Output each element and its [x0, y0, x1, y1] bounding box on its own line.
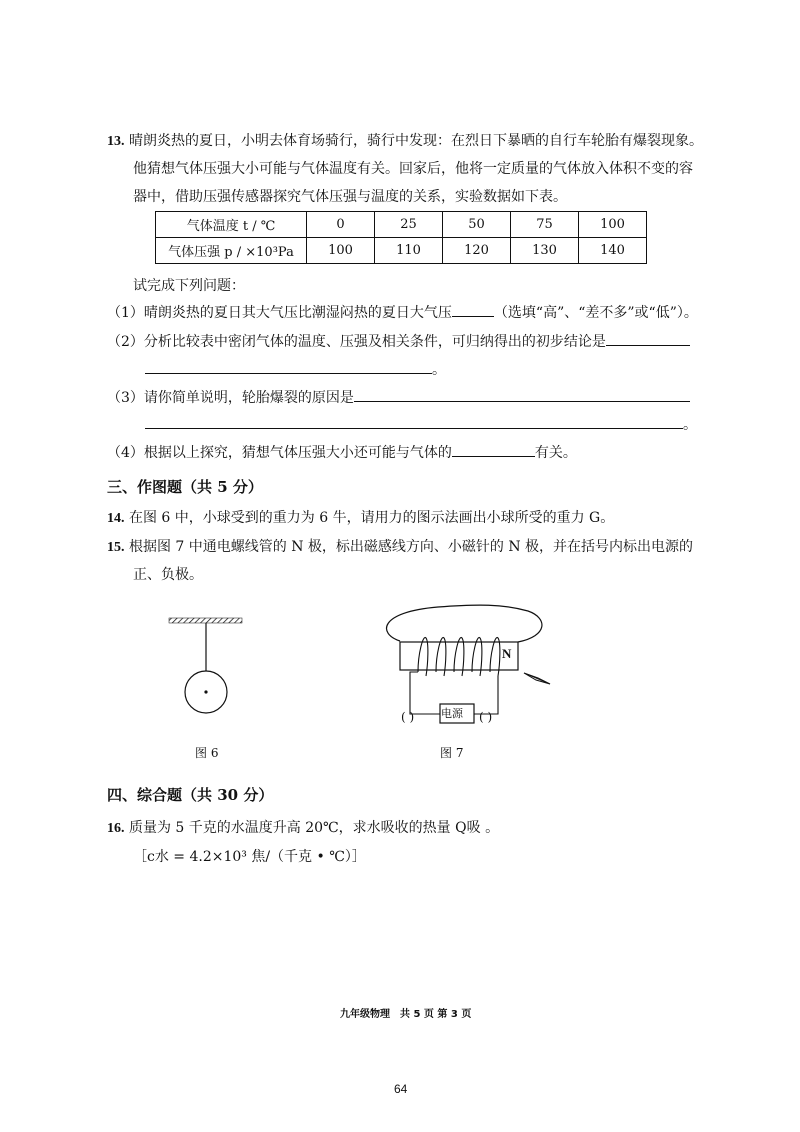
- table-cell: 120: [443, 238, 511, 264]
- section-title: 四、综合题（共 30 分）: [107, 786, 274, 804]
- question-text: 质量为 5 千克的水温度升高 20℃，求水吸收的热量 Q吸 。: [128, 820, 500, 836]
- punctuation: 。: [683, 417, 697, 433]
- sub-question-2-cont: [145, 359, 446, 379]
- figure-caption: 图 7: [440, 746, 464, 760]
- table-cell: 110: [375, 238, 443, 264]
- answer-blank[interactable]: [606, 331, 690, 346]
- table-header-cell: 气体温度 t / ℃: [156, 212, 307, 238]
- sub-question-text: （4）根据以上探究，猜想气体压强大小还可能与气体的: [107, 445, 452, 461]
- n-pole-label: N: [502, 646, 512, 661]
- answer-blank[interactable]: [452, 442, 535, 457]
- table-cell: 100: [579, 212, 647, 238]
- answer-bracket-left[interactable]: ( ): [401, 710, 415, 724]
- answer-blank[interactable]: [145, 359, 432, 374]
- page-footer: 九年级物理 共 5 页 第 3 页: [340, 1009, 472, 1020]
- sub-question-3-cont: [145, 414, 697, 434]
- table-cell: 75: [511, 212, 579, 238]
- ball-center-dot: [204, 690, 207, 693]
- circuit-wire: [410, 672, 440, 714]
- question-16: [107, 817, 499, 837]
- circuit-wire: [474, 676, 498, 714]
- section-title: 三、作图题（共 5 分）: [107, 478, 263, 496]
- page-number: 64: [394, 1082, 408, 1096]
- table-header-cell: 气体压强 p / ×10³Pa: [156, 238, 307, 264]
- sub-question-4: [107, 442, 577, 462]
- punctuation: 。: [432, 362, 446, 378]
- question-14: [107, 507, 614, 527]
- question-13: [107, 130, 703, 150]
- sub-question-1: [107, 302, 698, 322]
- figure-6-diagram: [160, 612, 260, 732]
- question-number: 13.: [107, 134, 125, 149]
- table-cell: 100: [307, 238, 375, 264]
- table-row: [156, 238, 647, 264]
- question-text: 在图 6 中，小球受到的重力为 6 牛，请用力的图示法画出小球所受的重力 G。: [128, 510, 615, 526]
- sub-question-2: [107, 331, 690, 351]
- instruction-text: 试完成下列问题：: [133, 278, 245, 294]
- sub-question-text: （1）晴朗炎热的夏日其大气压比潮湿闷热的夏日大气压: [107, 305, 452, 321]
- question-text: 晴朗炎热的夏日，小明去体育场骑行，骑行中发现：在烈日下暴晒的自行车轮胎有爆裂现象。: [128, 133, 703, 149]
- question-text: 器中，借助压强传感器探究气体压强与温度的关系，实验数据如下表。: [133, 189, 567, 205]
- table-cell: 50: [443, 212, 511, 238]
- answer-blank[interactable]: [145, 414, 683, 429]
- question-text: 正、负极。: [133, 567, 203, 583]
- figure-caption: 图 6: [195, 746, 219, 760]
- sub-question-text: （选填“高”、“差不多”或“低”）。: [493, 305, 698, 321]
- question-text: 他猜想气体压强大小可能与气体温度有关。回家后，他将一定质量的气体放入体积不变的容: [133, 161, 693, 177]
- question-number: 16.: [107, 821, 125, 836]
- sub-question-text: （2）分析比较表中密闭气体的温度、压强及相关条件，可归纳得出的初步结论是: [107, 334, 606, 350]
- question-number: 14.: [107, 511, 125, 526]
- sub-question-text: （3）请你简单说明，轮胎爆裂的原因是: [107, 390, 354, 406]
- ceiling-support: [169, 618, 242, 623]
- table-row: [156, 212, 647, 238]
- sub-question-3: [107, 387, 690, 407]
- power-source-label: 电源: [441, 707, 463, 720]
- table-cell: 25: [375, 212, 443, 238]
- data-table: [155, 211, 647, 264]
- question-number: 15.: [107, 540, 125, 555]
- answer-bracket-right[interactable]: ( ): [479, 710, 493, 724]
- table-cell: 0: [307, 212, 375, 238]
- compass-needle-axis: [524, 673, 550, 684]
- question-15: [107, 536, 693, 556]
- answer-blank[interactable]: [452, 302, 494, 317]
- formula-note: ［c水 = 4.2×10³ 焦/（千克 • ℃）］: [133, 849, 366, 865]
- table-cell: 130: [511, 238, 579, 264]
- sub-question-text: 有关。: [534, 445, 577, 461]
- table-cell: 140: [579, 238, 647, 264]
- field-line: [387, 605, 542, 642]
- question-text: 根据图 7 中通电螺线管的 N 极，标出磁感线方向、小磁针的 N 极，并在括号内标出电源的: [128, 539, 694, 555]
- answer-blank[interactable]: [354, 387, 690, 402]
